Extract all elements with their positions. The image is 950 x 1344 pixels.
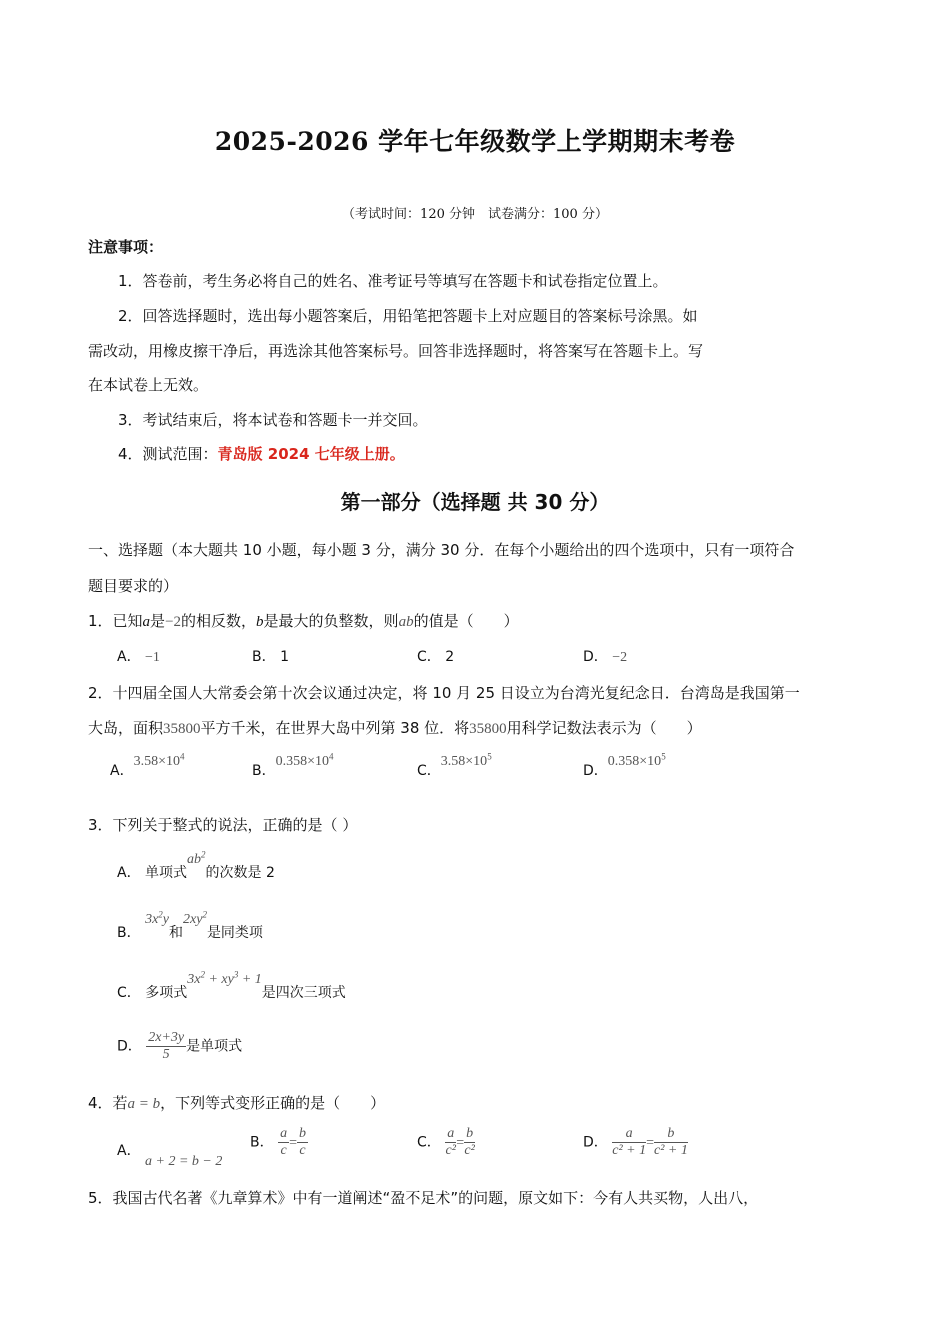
section-one-heading: 一、选择题（本大题共 10 小题，每小题 3 分，满分 30 分．在每个小题给出的四个选项中，只有一项符合 bbox=[88, 541, 795, 559]
fraction bbox=[654, 1126, 688, 1159]
expr-part: + 1 bbox=[238, 972, 262, 987]
q4-option-a[interactable] bbox=[117, 1140, 223, 1169]
option-label: B． bbox=[252, 649, 276, 665]
var-b: b bbox=[256, 614, 264, 630]
expr-part: 3x bbox=[145, 912, 159, 927]
equals-sign: = bbox=[456, 1135, 465, 1151]
q4-option-c[interactable] bbox=[417, 1126, 475, 1159]
part-one-title: 第一部分（选择题 共 30 分） bbox=[340, 490, 610, 514]
sci-exp: 4 bbox=[329, 751, 334, 762]
option-label: B． bbox=[250, 1134, 274, 1151]
q4-condition: a = b bbox=[127, 1096, 161, 1112]
option-label: C． bbox=[117, 985, 141, 1001]
q4-option-d[interactable] bbox=[583, 1126, 688, 1159]
q1-option-d[interactable] bbox=[583, 646, 627, 666]
option-label: D． bbox=[583, 649, 608, 665]
option-value bbox=[440, 751, 492, 769]
option-expr bbox=[187, 849, 206, 867]
option-text: 多项式 bbox=[145, 985, 188, 1001]
q3-option-a[interactable] bbox=[117, 849, 275, 882]
fraction bbox=[278, 1126, 289, 1159]
expr-part: 2xy bbox=[183, 912, 203, 927]
option-label: C． bbox=[417, 649, 441, 665]
numerator: a bbox=[280, 1126, 288, 1141]
notice-item-1: 1．答卷前，考生务必将自己的姓名、准考证号等填写在答题卡和试卷指定位置上。 bbox=[118, 272, 668, 290]
q2-option-a[interactable] bbox=[110, 751, 185, 780]
notice-item-2-end: 在本试卷上无效。 bbox=[88, 376, 209, 394]
notice-item-4 bbox=[118, 443, 405, 464]
option-text: 单项式 bbox=[145, 865, 188, 881]
question-4 bbox=[88, 1092, 385, 1113]
expr-part: y bbox=[162, 912, 169, 927]
option-expr bbox=[187, 969, 262, 987]
option-value: 2 bbox=[445, 649, 455, 665]
equals-sign: = bbox=[646, 1135, 654, 1151]
fraction bbox=[612, 1126, 646, 1159]
q3-option-b[interactable] bbox=[117, 909, 263, 942]
option-label: A． bbox=[110, 763, 134, 779]
expr-exp: 2 bbox=[202, 909, 207, 920]
option-label: B． bbox=[117, 925, 141, 941]
question-2: 2．十四届全国人大常委会第十次会议通过决定，将 10 月 25 日设立为台湾光复纪念日．台湾岛是我国第一 bbox=[88, 684, 800, 702]
option-text: 是单项式 bbox=[186, 1038, 243, 1055]
denominator: c bbox=[299, 1143, 306, 1158]
q2-option-c[interactable] bbox=[417, 751, 492, 780]
expr-exp: 2 bbox=[200, 969, 205, 980]
sci-exp: 5 bbox=[661, 751, 666, 762]
notice-item-4-prefix: 4．测试范围： bbox=[118, 445, 218, 463]
q1-text: 是 bbox=[150, 612, 166, 630]
expr-exp: 2 bbox=[158, 909, 163, 920]
denominator: c² + 1 bbox=[612, 1143, 647, 1158]
test-range: 青岛版 2024 七年级上册。 bbox=[217, 445, 405, 463]
question-5: 5．我国古代名著《九章算术》中有一道阐述“盈不足术”的问题，原文如下：今有人共买物，人出八， bbox=[88, 1189, 759, 1207]
q1-text: 1．已知 bbox=[88, 612, 143, 630]
sci-base: 3.58×10 bbox=[440, 754, 488, 769]
q4-text: 4．若 bbox=[88, 1094, 128, 1112]
q2-number: 35800 bbox=[163, 721, 201, 737]
q3-option-d[interactable] bbox=[117, 1030, 242, 1063]
numerator: a bbox=[447, 1126, 455, 1141]
question-3: 3．下列关于整式的说法，正确的是（ ） bbox=[88, 816, 358, 834]
sci-base: 0.358×10 bbox=[275, 754, 330, 769]
denominator: c² + 1 bbox=[654, 1143, 688, 1158]
expr-part: 3x bbox=[187, 972, 201, 987]
option-expr bbox=[183, 909, 207, 927]
q1-text: 的值是（ ） bbox=[413, 612, 519, 630]
denominator: c² bbox=[445, 1143, 456, 1158]
expr-exp: 2 bbox=[201, 849, 206, 860]
numerator: b bbox=[466, 1126, 474, 1141]
expr-exp: 3 bbox=[233, 969, 239, 980]
q2-option-d[interactable] bbox=[583, 751, 666, 780]
option-expr: a + 2 = b − 2 bbox=[145, 1154, 223, 1169]
fraction bbox=[146, 1030, 186, 1063]
option-label: C． bbox=[417, 1134, 441, 1151]
numerator: 2x+3y bbox=[148, 1030, 185, 1045]
q2-number: 35800 bbox=[469, 721, 507, 737]
sci-base: 3.58×10 bbox=[133, 754, 180, 769]
q2-text: 大岛，面积 bbox=[88, 719, 164, 737]
q1-text: 是最大的负整数，则 bbox=[263, 612, 399, 630]
notice-item-2-cont: 需改动，用橡皮擦干净后，再选涂其他答案标号。回答非选择题时，将答案写在答题卡上。写 bbox=[88, 342, 704, 360]
option-label: D． bbox=[583, 763, 608, 779]
denominator: c bbox=[280, 1143, 287, 1158]
page-title: 2025-2026 学年七年级数学上学期期末考卷 bbox=[214, 127, 736, 156]
numerator: b bbox=[654, 1126, 688, 1143]
sci-exp: 4 bbox=[179, 751, 185, 762]
numerator: a bbox=[612, 1126, 646, 1143]
q4-option-b[interactable] bbox=[250, 1126, 308, 1159]
exam-info: （考试时间：120 分钟 试卷满分：100 分） bbox=[342, 207, 608, 222]
q1-option-c[interactable] bbox=[417, 646, 454, 666]
denominator: 5 bbox=[162, 1047, 170, 1062]
numerator: b bbox=[298, 1126, 306, 1141]
fraction bbox=[445, 1126, 456, 1159]
option-label: C． bbox=[417, 763, 441, 779]
q1-option-a[interactable] bbox=[117, 646, 160, 666]
q1-text: 的相反数， bbox=[181, 612, 257, 630]
sci-exp: 5 bbox=[487, 751, 492, 762]
question-1 bbox=[88, 610, 519, 631]
expr-part: + xy bbox=[204, 972, 234, 987]
q1-option-b[interactable] bbox=[252, 646, 289, 666]
option-value: −2 bbox=[612, 650, 628, 665]
q3-option-c[interactable] bbox=[117, 969, 346, 1002]
option-text: 和 bbox=[169, 925, 183, 941]
q2-text: 平方千米，在世界大岛中列第 38 位．将 bbox=[200, 719, 470, 737]
expr-ab: ab bbox=[398, 614, 414, 630]
option-label: B． bbox=[252, 763, 276, 779]
notice-item-2: 2．回答选择题时，选出每小题答案后，用铅笔把答题卡上对应题目的答案标号涂黑。如 bbox=[118, 307, 698, 325]
option-value bbox=[607, 751, 666, 769]
option-text: 是四次三项式 bbox=[261, 985, 346, 1001]
option-value: 1 bbox=[280, 649, 289, 665]
option-value bbox=[133, 751, 185, 769]
option-value bbox=[275, 751, 334, 769]
q1-value: −2 bbox=[165, 614, 182, 630]
q4-text: ，下列等式变形正确的是（ ） bbox=[160, 1094, 386, 1112]
option-expr bbox=[145, 909, 169, 927]
option-label: A． bbox=[117, 865, 141, 881]
fraction bbox=[297, 1126, 308, 1159]
expr-part: ab bbox=[187, 852, 202, 867]
option-text: 的次数是 2 bbox=[205, 865, 275, 881]
option-label: A． bbox=[117, 1143, 141, 1159]
option-label: A． bbox=[117, 649, 141, 665]
notice-item-3: 3．考试结束后，将本试卷和答题卡一并交回。 bbox=[118, 411, 428, 429]
question-2-cont bbox=[88, 717, 702, 738]
q2-text: 用科学记数法表示为（ ） bbox=[506, 719, 702, 737]
option-label: D． bbox=[117, 1038, 142, 1055]
fraction bbox=[464, 1126, 475, 1159]
var-a: a bbox=[142, 614, 151, 630]
section-one-heading-cont: 题目要求的） bbox=[88, 577, 179, 595]
option-value: −1 bbox=[145, 650, 160, 665]
option-text: 是同类项 bbox=[206, 925, 263, 941]
q2-option-b[interactable] bbox=[252, 751, 334, 780]
equals-sign: = bbox=[289, 1135, 297, 1151]
sci-base: 0.358×10 bbox=[607, 754, 662, 769]
denominator: c² bbox=[464, 1143, 475, 1158]
notice-heading: 注意事项： bbox=[88, 238, 164, 256]
option-label: D． bbox=[583, 1134, 608, 1151]
